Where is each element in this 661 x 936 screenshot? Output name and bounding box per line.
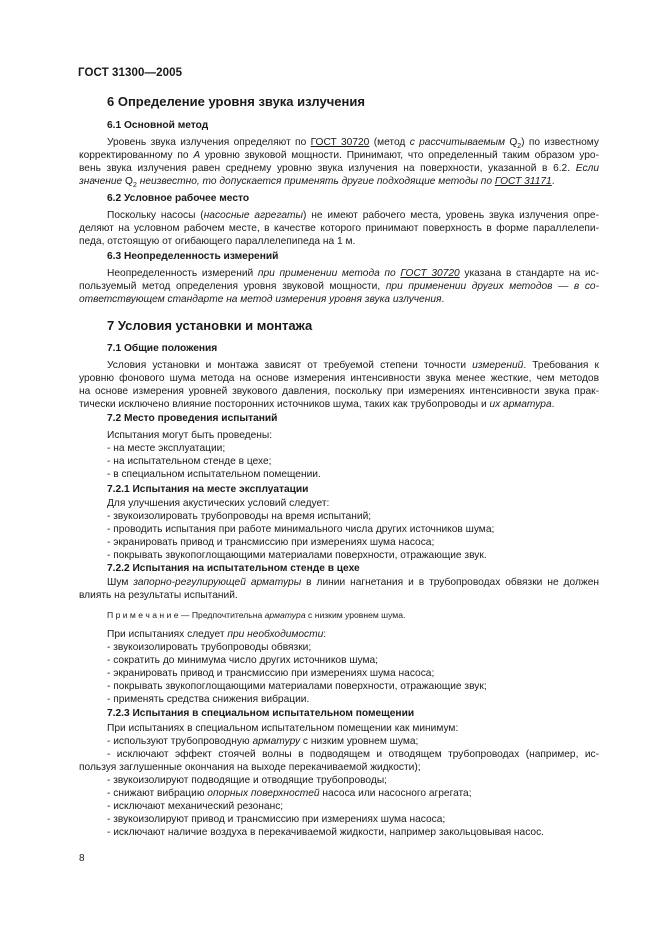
page-number: 8	[79, 853, 85, 864]
list-item: - проводить испытания при работе минимального числа других источников шума;	[107, 524, 495, 535]
paragraph-line: влиять на результаты испытаний.	[79, 590, 238, 601]
paragraph-line: педа, отстоящую от огибающего параллелепипеда на 1 м.	[79, 236, 356, 247]
paragraph-line: При испытаниях в специальном испытательном помещении как минимум:	[107, 723, 459, 734]
list-item: - в специальном испытательном помещении.	[107, 469, 321, 480]
section-7-2-3-heading: 7.2.3 Испытания в специальном испытательном помещении	[107, 708, 415, 719]
list-item: - на испытательном стенде в цехе;	[107, 456, 272, 467]
list-item: - применять средства снижения вибрации.	[107, 694, 310, 705]
document-header: ГОСТ 31300—2005	[78, 67, 183, 79]
section-6-3-heading: 6.3 Неопределенность измерений	[107, 251, 279, 262]
paragraph-line: Уровень звука излучения определяют по ГОСТ 30720 (метод с рассчитываемым $Q_2$) по известному	[107, 137, 599, 151]
list-item: - снижают вибрацию опорных поверхностей насоса или насосного агрегата;	[107, 788, 472, 799]
list-item: - используют трубопроводную арматуру с низким уровнем шума;	[107, 736, 419, 747]
list-item: Испытания могут быть проведены:	[107, 430, 273, 441]
standard-reference: ГОСТ 31171	[494, 176, 552, 187]
paragraph-line: При испытаниях следует при необходимости:	[107, 629, 327, 640]
list-item: - звукоизолировать трубопроводы обвязки;	[107, 642, 312, 653]
section-7-heading: 7 Условия установки и монтажа	[107, 318, 313, 333]
standard-reference: ГОСТ 30720	[310, 137, 370, 148]
section-6-2-heading: 6.2 Условное рабочее место	[107, 193, 250, 204]
list-item: Для улучшения акустических условий следует:	[107, 498, 330, 509]
list-item: - покрывать звукопоглощающими материалами поверхности, отражающие звук.	[107, 550, 487, 561]
note: П р и м е ч а н и е — Предпочтительна арматура с низким уровнем шума.	[107, 610, 406, 620]
list-item: - звукоизолируют привод и трансмиссию при измерениях шума насоса;	[107, 814, 446, 825]
standard-reference: ГОСТ 30720	[400, 268, 460, 279]
paragraph-line: уровню фонового шума метода на основе измерения интенсивности звука менее жесткие, чем методов	[79, 373, 599, 384]
paragraph-line: на основе измерения уровней звукового давления, поскольку при измерениях интенсивности звука прак-	[79, 386, 599, 397]
section-6-heading: 6 Определение уровня звука излучения	[107, 94, 365, 109]
paragraph-line: Условия установки и монтажа зависят от требуемой степени точности измерений. Требования к	[107, 360, 599, 371]
list-item: - исключают эффект стоячей волны в подводящем и отводящем трубопроводах (например, ис-	[107, 749, 599, 760]
list-item: - покрывать звукопоглощающими материалами поверхности, отражающие звук;	[107, 681, 487, 692]
section-7-2-heading: 7.2 Место проведения испытаний	[107, 413, 278, 424]
list-item: - сократить до минимума число других источников шума;	[107, 655, 378, 666]
list-item: - исключают механический резонанс;	[107, 801, 284, 812]
section-7-1-heading: 7.1 Общие положения	[107, 343, 218, 354]
list-item: - звукоизолировать трубопроводы на время испытаний;	[107, 511, 372, 522]
list-item: - исключают наличие воздуха в перекачиваемой жидкости, например закольцовывая насос.	[107, 827, 545, 838]
paragraph-line: Поскольку насосы (насосные агрегаты) не имеют рабочего места, уровень звука излучения опре-	[107, 210, 599, 221]
paragraph-line: Шум запорно-регулирующей арматуры в линии нагнетания и в трубопроводах обвязки не должен	[107, 577, 599, 588]
paragraph-line: ответствующем стандарте на метод измерения уровня звука излучения.	[79, 294, 445, 305]
paragraph-line: деляют на условном рабочем месте, в качестве которого принимают поверхность в форме параллелепи-	[79, 223, 599, 234]
paragraph-line: вень звука излучения равен среднему уровню звука излучения на поверхности, указанной в 6.2. Если	[79, 163, 599, 174]
paragraph-line: пользуемый метод определения уровня звуковой мощности, при применении других методов — в со-	[79, 281, 599, 292]
list-item: - экранировать привод и трансмиссию при измерениях шума насоса;	[107, 537, 435, 548]
paragraph-line: тически исключено влияние посторонних источников шума, таких как трубопроводы и их арматура.	[79, 399, 555, 410]
section-7-2-2-heading: 7.2.2 Испытания на испытательном стенде в цехе	[107, 563, 360, 574]
paragraph-line: корректированному по А уровню звуковой мощности. Принимают, что определенный таким образом уро-	[79, 150, 599, 161]
paragraph-line: пользуя заглушенные окончания на выходе перекачиваемой жидкости);	[79, 762, 421, 773]
note-label: П р и м е ч а н и е	[107, 610, 179, 620]
list-item: - на месте эксплуатации;	[107, 443, 226, 454]
paragraph-line: Неопределенность измерений при применении метода по ГОСТ 30720 указана в стандарте на ис-	[107, 268, 599, 279]
section-7-2-1-heading: 7.2.1 Испытания на месте эксплуатации	[107, 484, 309, 495]
paragraph-line: значение $Q_2$ неизвестно, то допускается применять другие подходящие методы по ГОСТ 31171.	[79, 176, 555, 190]
section-6-1-heading: 6.1 Основной метод	[107, 120, 209, 131]
list-item: - экранировать привод и трансмиссию при измерениях шума насоса;	[107, 668, 435, 679]
list-item: - звукоизолируют подводящие и отводящие трубопроводы;	[107, 775, 387, 786]
